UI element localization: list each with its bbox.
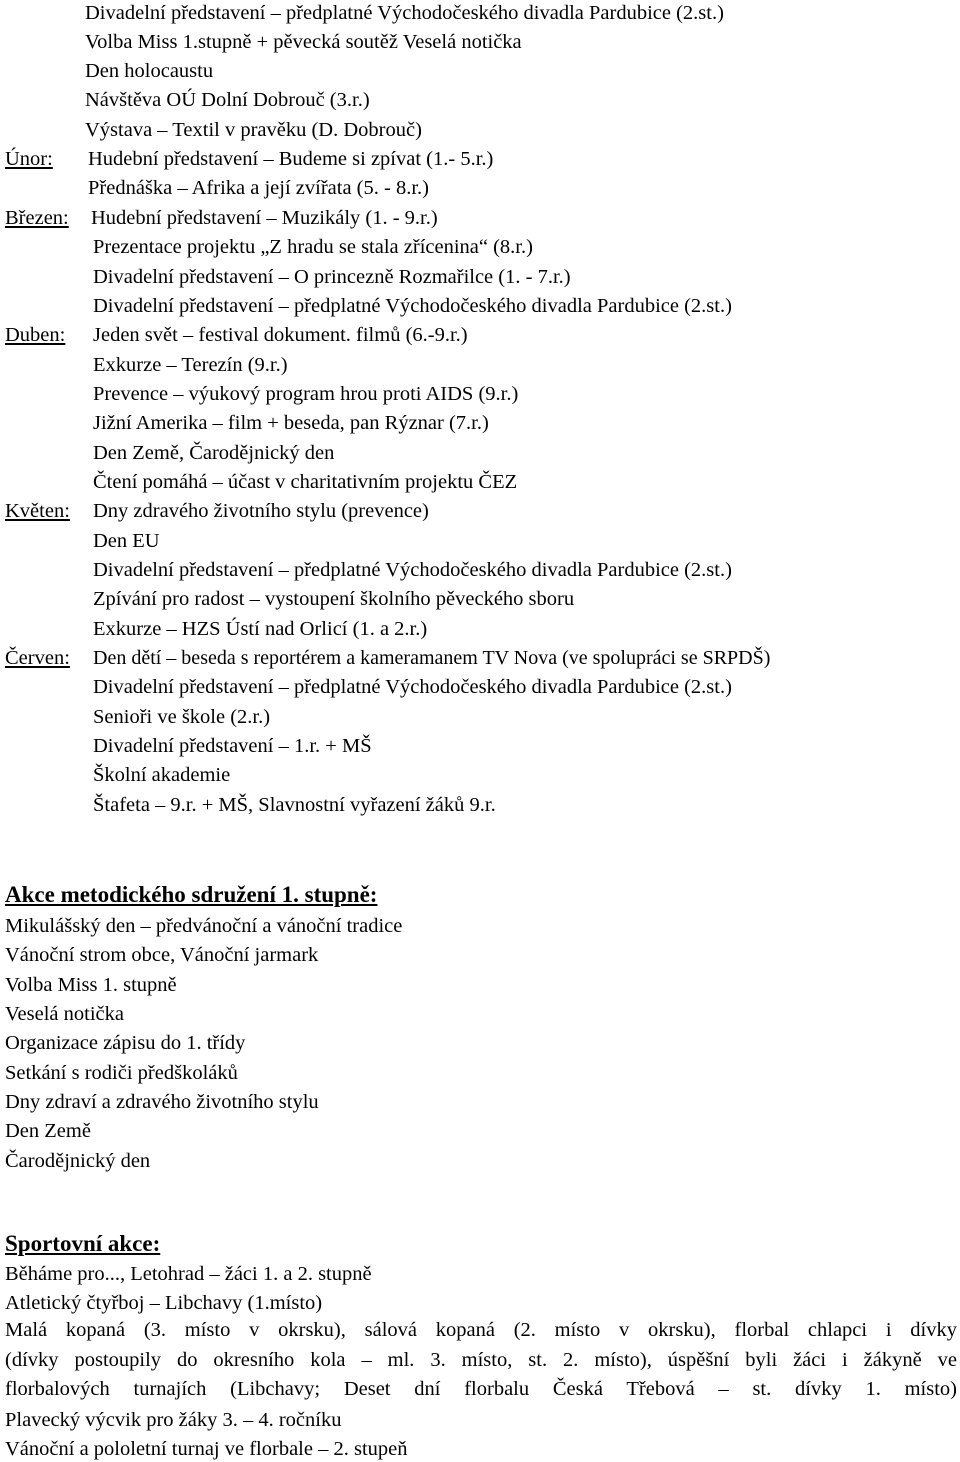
schedule-item: Prezentace projektu „Z hradu se stala zřícenina“ (8.r.) bbox=[93, 236, 533, 258]
list-item: Běháme pro..., Letohrad – žáci 1. a 2. stupně bbox=[5, 1263, 372, 1285]
month-label-kveten: Květen: bbox=[5, 500, 70, 522]
schedule-item: Divadelní představení – předplatné Východočeského divadla Pardubice (2.st.) bbox=[93, 676, 732, 698]
list-item: Den Země bbox=[5, 1120, 91, 1142]
list-item: Mikulášský den – předvánoční a vánoční tradice bbox=[5, 915, 403, 937]
list-item: Organizace zápisu do 1. třídy bbox=[5, 1032, 246, 1054]
schedule-item: Čtení pomáhá – účast v charitativním projektu ČEZ bbox=[93, 471, 518, 493]
schedule-item: Zpívání pro radost – vystoupení školního pěveckého sboru bbox=[93, 588, 575, 610]
schedule-item: Hudební představení – Muzikály (1. - 9.r.) bbox=[91, 207, 438, 229]
schedule-item: Jižní Amerika – film + beseda, pan Rýznar (7.r.) bbox=[93, 412, 489, 434]
schedule-item: Jeden svět – festival dokument. filmů (6.-9.r.) bbox=[93, 324, 468, 346]
schedule-item: Školní akademie bbox=[93, 764, 231, 786]
schedule-item: Prevence – výukový program hrou proti AIDS (9.r.) bbox=[93, 383, 519, 405]
month-label-cerven: Červen: bbox=[5, 647, 70, 669]
list-item: Čarodějnický den bbox=[5, 1150, 151, 1172]
list-item: Veselá notička bbox=[5, 1003, 124, 1025]
schedule-item: Den dětí – beseda s reportérem a kameramanem TV Nova (ve spolupráci se SRPDŠ) bbox=[93, 647, 771, 669]
section-heading-sport: Sportovní akce: bbox=[5, 1231, 161, 1256]
schedule-item: Štafeta – 9.r. + MŠ, Slavnostní vyřazení žáků 9.r. bbox=[93, 794, 496, 816]
month-label-duben: Duben: bbox=[5, 324, 66, 346]
list-item: Volba Miss 1. stupně bbox=[5, 974, 177, 996]
list-item: Vánoční strom obce, Vánoční jarmark bbox=[5, 944, 319, 966]
schedule-item: Volba Miss 1.stupně + pěvecká soutěž Veselá notička bbox=[85, 31, 522, 53]
schedule-item: Den EU bbox=[93, 530, 160, 552]
list-item: Setkání s rodiči předškoláků bbox=[5, 1062, 238, 1084]
list-item: Dny zdraví a zdravého životního stylu bbox=[5, 1091, 319, 1113]
schedule-item: Divadelní představení – 1.r. + MŠ bbox=[93, 735, 372, 757]
schedule-item: Divadelní představení – předplatné Východočeského divadla Pardubice (2.st.) bbox=[85, 2, 724, 24]
schedule-item: Senioři ve škole (2.r.) bbox=[93, 706, 271, 728]
section-heading-metodicke: Akce metodického sdružení 1. stupně: bbox=[5, 882, 378, 907]
list-item: Vánoční a pololetní turnaj ve florbale – 2. stupeň bbox=[5, 1438, 408, 1460]
sport-paragraph-line: florbalových turnajích (Libchavy; Deset dní florbalu Česká Třebová – st. dívky 1. místo) bbox=[5, 1378, 957, 1400]
schedule-item: Divadelní představení – O princezně Rozmařilce (1. - 7.r.) bbox=[93, 266, 571, 288]
month-label-brezen: Březen: bbox=[5, 207, 69, 229]
schedule-item: Divadelní představení – předplatné Východočeského divadla Pardubice (2.st.) bbox=[93, 295, 732, 317]
list-item: Atletický čtyřboj – Libchavy (1.místo) bbox=[5, 1292, 323, 1314]
schedule-item: Den Země, Čarodějnický den bbox=[93, 442, 335, 464]
schedule-item: Výstava – Textil v pravěku (D. Dobrouč) bbox=[85, 119, 422, 141]
sport-paragraph-line: (dívky postoupily do okresního kola – ml. 3. místo, st. 2. místo), úspěšní byli žáci i žákyně ve bbox=[5, 1349, 957, 1371]
schedule-item: Den holocaustu bbox=[85, 60, 214, 82]
schedule-item: Přednáška – Afrika a její zvířata (5. - 8.r.) bbox=[88, 177, 429, 199]
schedule-item: Exkurze – Terezín (9.r.) bbox=[93, 354, 288, 376]
month-label-unor: Únor: bbox=[5, 148, 53, 170]
list-item: Plavecký výcvik pro žáky 3. – 4. ročníku bbox=[5, 1409, 342, 1431]
sport-paragraph-line: Malá kopaná (3. místo v okrsku), sálová kopaná (2. místo v okrsku), florbal chlapci i dívky bbox=[5, 1319, 957, 1341]
schedule-item: Divadelní představení – předplatné Východočeského divadla Pardubice (2.st.) bbox=[93, 559, 732, 581]
schedule-item: Exkurze – HZS Ústí nad Orlicí (1. a 2.r.) bbox=[93, 618, 428, 640]
schedule-item: Návštěva OÚ Dolní Dobrouč (3.r.) bbox=[85, 89, 370, 111]
schedule-item: Dny zdravého životního stylu (prevence) bbox=[93, 500, 429, 522]
schedule-item: Hudební představení – Budeme si zpívat (1.- 5.r.) bbox=[88, 148, 494, 170]
